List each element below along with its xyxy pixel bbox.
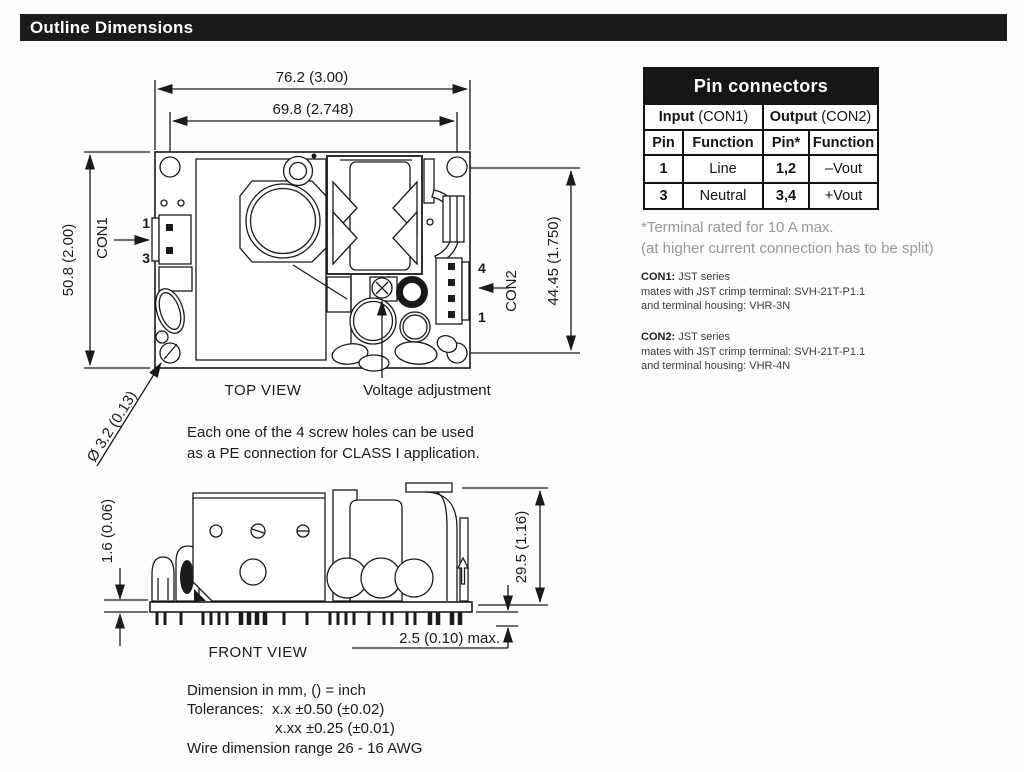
- input-group-header: Input (CON1): [644, 104, 763, 130]
- pe-note-line1: Each one of the 4 screw holes can be used: [187, 424, 474, 441]
- voltage-adjustment-label: Voltage adjustment: [363, 382, 491, 399]
- footer-tol1: x.x ±0.50 (±0.02): [272, 701, 385, 718]
- col-header-pin: Pin: [644, 130, 683, 155]
- con2-pin-1-label: 1: [478, 309, 486, 325]
- con1-pin-1-label: 1: [142, 215, 150, 231]
- footer-tol2: x.xx ±0.25 (±0.01): [275, 720, 395, 737]
- dim-pcb-thickness: 1.6 (0.06): [99, 498, 116, 564]
- dim-pin-length: 2.5 (0.10) max.: [399, 630, 500, 647]
- con1-note-line2: mates with JST crimp terminal: SVH-21T-P1.1: [641, 285, 866, 298]
- cell-pin: 1: [644, 155, 683, 183]
- cell-pin: 3: [644, 183, 683, 209]
- cell-pin-out: 1,2: [763, 155, 809, 183]
- section-title: Outline Dimensions: [30, 18, 194, 37]
- con2-note-line3: and terminal housing: VHR-4N: [641, 360, 791, 372]
- col-header-function: Function: [683, 130, 763, 155]
- con2-note: [641, 330, 981, 374]
- terminal-note-line2: (at higher current connection has to be split): [641, 240, 934, 257]
- con2-note-line2: mates with JST crimp terminal: SVH-21T-P1.1: [641, 345, 866, 358]
- screw-hole: [447, 157, 467, 177]
- con1-note-line1: CON1: JST series: [641, 271, 731, 283]
- screw-hole: [160, 157, 180, 177]
- output-group-header: Output (CON2): [763, 104, 878, 130]
- pin-table-title: Pin connectors: [644, 68, 878, 104]
- dim-height-front: 29.5 (1.16): [513, 510, 530, 584]
- col-header-pin-out: Pin*: [763, 130, 809, 155]
- con2-connector: [436, 258, 469, 324]
- cell-function: Line: [683, 155, 763, 183]
- con1-pin-3-label: 3: [142, 250, 150, 266]
- transformer: [327, 156, 422, 274]
- table-row: [644, 183, 878, 209]
- con1-note-line3: and terminal housing: VHR-3N: [641, 300, 791, 312]
- footer-units: Dimension in mm, () = inch: [187, 682, 366, 699]
- pe-note-line2: as a PE connection for CLASS I application.: [187, 445, 480, 462]
- footer-wire-range: Wire dimension range 26 - 16 AWG: [187, 740, 423, 757]
- front-view-label: FRONT VIEW: [208, 644, 308, 661]
- pin-connectors-table: [643, 67, 879, 210]
- front-view-drawing: [104, 483, 548, 648]
- cell-pin-out: 3,4: [763, 183, 809, 209]
- con2-note-line1: CON2: JST series: [641, 331, 731, 343]
- con2-label: CON2: [503, 270, 520, 312]
- col-header-function-out: Function: [809, 130, 878, 155]
- con1-note: [641, 270, 981, 314]
- pcb-side: [150, 602, 472, 612]
- dim-height-left: 50.8 (2.00): [60, 223, 77, 297]
- cell-function-out: +Vout: [809, 183, 878, 209]
- con2-pin-4-label: 4: [478, 260, 486, 276]
- terminal-note-line1: *Terminal rated for 10 A max.: [641, 219, 834, 236]
- right-components: [327, 483, 468, 601]
- con1-label: CON1: [94, 217, 111, 259]
- dim-width-inner: 69.8 (2.748): [272, 101, 354, 118]
- through-hole-pins-thick: [241, 612, 460, 625]
- dim-height-right: 44.45 (1.750): [545, 216, 562, 306]
- dim-width-outer: 76.2 (3.00): [275, 69, 349, 86]
- hole-diameter-label: Ø 3.2 (0.13): [83, 388, 141, 466]
- table-row: [644, 155, 878, 183]
- cell-function: Neutral: [683, 183, 763, 209]
- cell-function-out: –Vout: [809, 155, 878, 183]
- footer-tolerances: Tolerances:: [187, 701, 264, 718]
- terminal-note: [641, 217, 1001, 259]
- through-hole-pins: [157, 612, 415, 625]
- component-block: [193, 493, 325, 601]
- top-view-label: TOP VIEW: [224, 382, 302, 399]
